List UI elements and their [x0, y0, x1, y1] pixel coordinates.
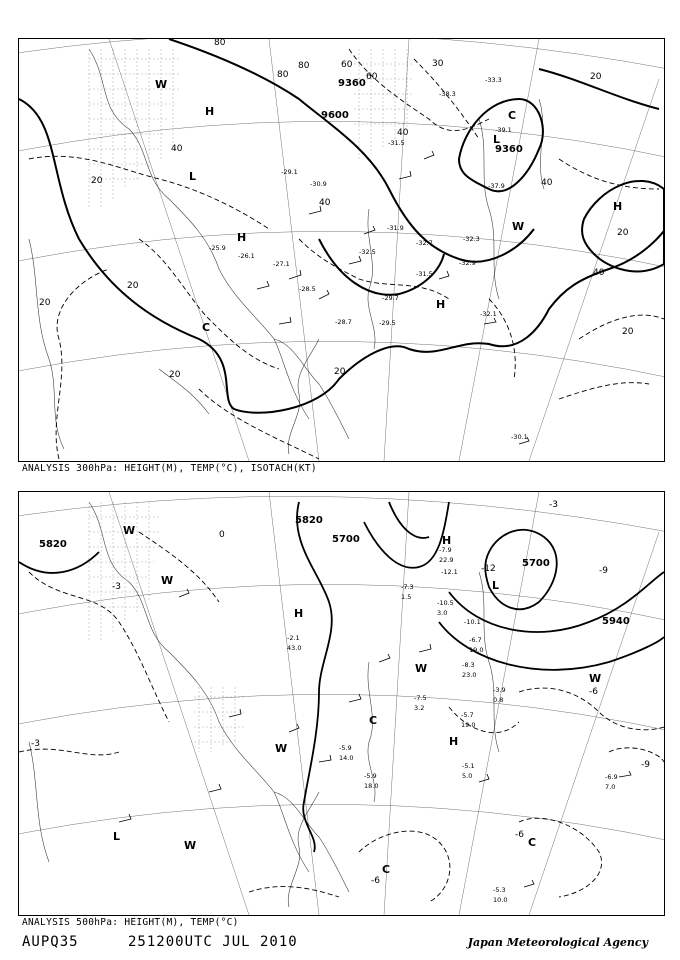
- obs-value: -32.3: [463, 235, 480, 243]
- system-marker: H: [442, 534, 452, 547]
- obs-value: -6.7: [469, 636, 482, 644]
- system-marker: C: [369, 714, 378, 727]
- isotach-label: 20: [169, 370, 181, 380]
- system-marker: W: [415, 662, 428, 675]
- map-500hpa-canvas: [19, 492, 664, 915]
- obs-value: -7.5: [414, 694, 427, 702]
- system-marker: H: [205, 105, 215, 118]
- isotach-label: 20: [91, 176, 103, 186]
- obs-value: -32.1: [480, 310, 497, 318]
- isotach-label: 60: [341, 60, 353, 70]
- obs-value: -28.7: [335, 318, 352, 326]
- height-label: 5700: [332, 534, 360, 545]
- agency-credit: Japan Meteorological Agency: [467, 936, 648, 949]
- obs-value: -29.5: [379, 319, 396, 327]
- graticule-500: [19, 492, 664, 915]
- temp-label: -3: [549, 500, 558, 510]
- temp-label: -9: [641, 760, 650, 770]
- obs-value: -12.1: [441, 568, 458, 576]
- obs-value: -5.9: [339, 744, 352, 752]
- isotach-label: 40: [397, 128, 409, 138]
- system-marker: H: [449, 735, 459, 748]
- system-marker: W: [155, 78, 168, 91]
- obs-value: -7.3: [401, 583, 414, 591]
- height-label: 5820: [39, 539, 67, 550]
- isotach-label: 40: [541, 178, 553, 188]
- isotach-label: 20: [127, 281, 139, 291]
- system-marker: W: [275, 742, 288, 755]
- isotach-label: 20: [590, 72, 602, 82]
- obs-value: -6.9: [605, 773, 618, 781]
- map-panel-500hpa: [18, 491, 665, 916]
- height-label: 9360: [338, 78, 366, 89]
- obs-value: -5.7: [461, 711, 474, 719]
- obs-value: -31.5: [416, 270, 433, 278]
- coastlines-300: [29, 49, 544, 454]
- system-marker: L: [492, 579, 500, 592]
- obs-value: -10.5: [437, 599, 454, 607]
- isotach-label: 60: [366, 72, 378, 82]
- height-contours-300: [19, 39, 664, 413]
- isotach-label: 40: [593, 268, 605, 278]
- obs-value: 19.0: [469, 646, 484, 654]
- system-marker: C: [382, 863, 391, 876]
- isotach-label: 20: [617, 228, 629, 238]
- system-marker: L: [113, 830, 121, 843]
- obs-value: 7.0: [605, 783, 616, 791]
- obs-value: -26.1: [238, 252, 255, 260]
- temp-label: -6: [589, 687, 598, 697]
- isotach-label: 30: [432, 59, 444, 69]
- graticule-300: [19, 39, 664, 461]
- isotach-label: 40: [171, 144, 183, 154]
- obs-value: 22.9: [439, 556, 454, 564]
- obs-value: -29.1: [281, 168, 298, 176]
- obs-value: -2.1: [287, 634, 300, 642]
- temp-label: -6: [371, 876, 380, 886]
- obs-value: 43.0: [287, 644, 302, 652]
- map-300hpa-canvas: [19, 39, 664, 461]
- temp-label: -3: [112, 582, 121, 592]
- system-marker: H: [436, 298, 446, 311]
- system-marker: C: [508, 109, 517, 122]
- isotach-label: 80: [298, 61, 310, 71]
- obs-value: -32.9: [459, 259, 476, 267]
- obs-value: -25.9: [209, 244, 226, 252]
- product-code: AUPQ35: [22, 934, 79, 950]
- station-obs-500: [287, 546, 618, 904]
- isotach-label: 80: [277, 70, 289, 80]
- height-label: 9360: [495, 144, 523, 155]
- isotach-label: 20: [39, 298, 51, 308]
- obs-value: -30.9: [310, 180, 327, 188]
- obs-value: 3.0: [437, 609, 448, 617]
- obs-value: -3.9: [493, 686, 506, 694]
- system-marker: C: [528, 836, 537, 849]
- height-label: 9600: [321, 110, 349, 121]
- temp-labels-500: [31, 500, 650, 886]
- map-panel-300hpa: [18, 38, 665, 462]
- temp-label: -6: [515, 830, 524, 840]
- obs-value: -27.1: [273, 260, 290, 268]
- obs-value: -7.9: [439, 546, 452, 554]
- obs-value: 3.2: [414, 704, 425, 712]
- obs-value: 1.5: [401, 593, 412, 601]
- obs-value: -31.9: [387, 224, 404, 232]
- obs-value: -5.1: [462, 762, 475, 770]
- obs-value: 5.0: [462, 772, 473, 780]
- station-obs-300: [209, 76, 528, 441]
- system-marker: W: [123, 524, 136, 537]
- temp-label: 0: [219, 530, 225, 540]
- obs-value: -37.9: [488, 182, 505, 190]
- isotach-label: 80: [214, 39, 226, 48]
- system-marker: H: [237, 231, 247, 244]
- isotach-label: 20: [334, 367, 346, 377]
- obs-value: 19.0: [461, 721, 476, 729]
- obs-value: 10.0: [493, 896, 508, 904]
- valid-time: 251200UTC JUL 2010: [128, 934, 298, 950]
- obs-value: 14.0: [339, 754, 354, 762]
- obs-value: 0.8: [493, 696, 504, 704]
- temp-label: -12: [481, 564, 496, 574]
- height-label: 5700: [522, 558, 550, 569]
- system-marker: H: [613, 200, 623, 213]
- obs-value: -28.5: [299, 285, 316, 293]
- system-marker: H: [294, 607, 304, 620]
- isotach-label: 20: [622, 327, 634, 337]
- obs-value: -5.3: [493, 886, 506, 894]
- height-label: 5940: [602, 616, 630, 627]
- caption-500hpa: ANALYSIS 500hPa: HEIGHT(M), TEMP(°C): [22, 917, 239, 928]
- caption-300hpa: ANALYSIS 300hPa: HEIGHT(M), TEMP(°C), ISOTACH(KT): [22, 463, 317, 474]
- obs-value: -30.1: [511, 433, 528, 441]
- obs-value: -8.3: [462, 661, 475, 669]
- obs-value: 18.0: [364, 782, 379, 790]
- isotach-labels-300: [39, 39, 634, 380]
- obs-value: -31.5: [388, 139, 405, 147]
- obs-value: -39.1: [495, 126, 512, 134]
- obs-value: -5.9: [364, 772, 377, 780]
- height-label: 5820: [295, 515, 323, 526]
- obs-value: -10.1: [464, 618, 481, 626]
- isotach-label: 40: [319, 198, 331, 208]
- temp-label: -3: [31, 739, 40, 749]
- obs-value: -32.7: [416, 239, 433, 247]
- system-marker: W: [589, 672, 602, 685]
- obs-value: -33.3: [485, 76, 502, 84]
- system-marker: W: [512, 220, 525, 233]
- system-marker: W: [161, 574, 174, 587]
- obs-value: 23.0: [462, 671, 477, 679]
- system-marker: L: [189, 170, 197, 183]
- obs-value: -32.5: [359, 248, 376, 256]
- system-marker: W: [184, 839, 197, 852]
- system-marker: L: [493, 133, 501, 146]
- obs-value: -38.3: [439, 90, 456, 98]
- obs-value: -29.7: [382, 294, 399, 302]
- height-contours-500: [19, 502, 664, 852]
- temp-label: -9: [599, 566, 608, 576]
- system-marker: C: [202, 321, 211, 334]
